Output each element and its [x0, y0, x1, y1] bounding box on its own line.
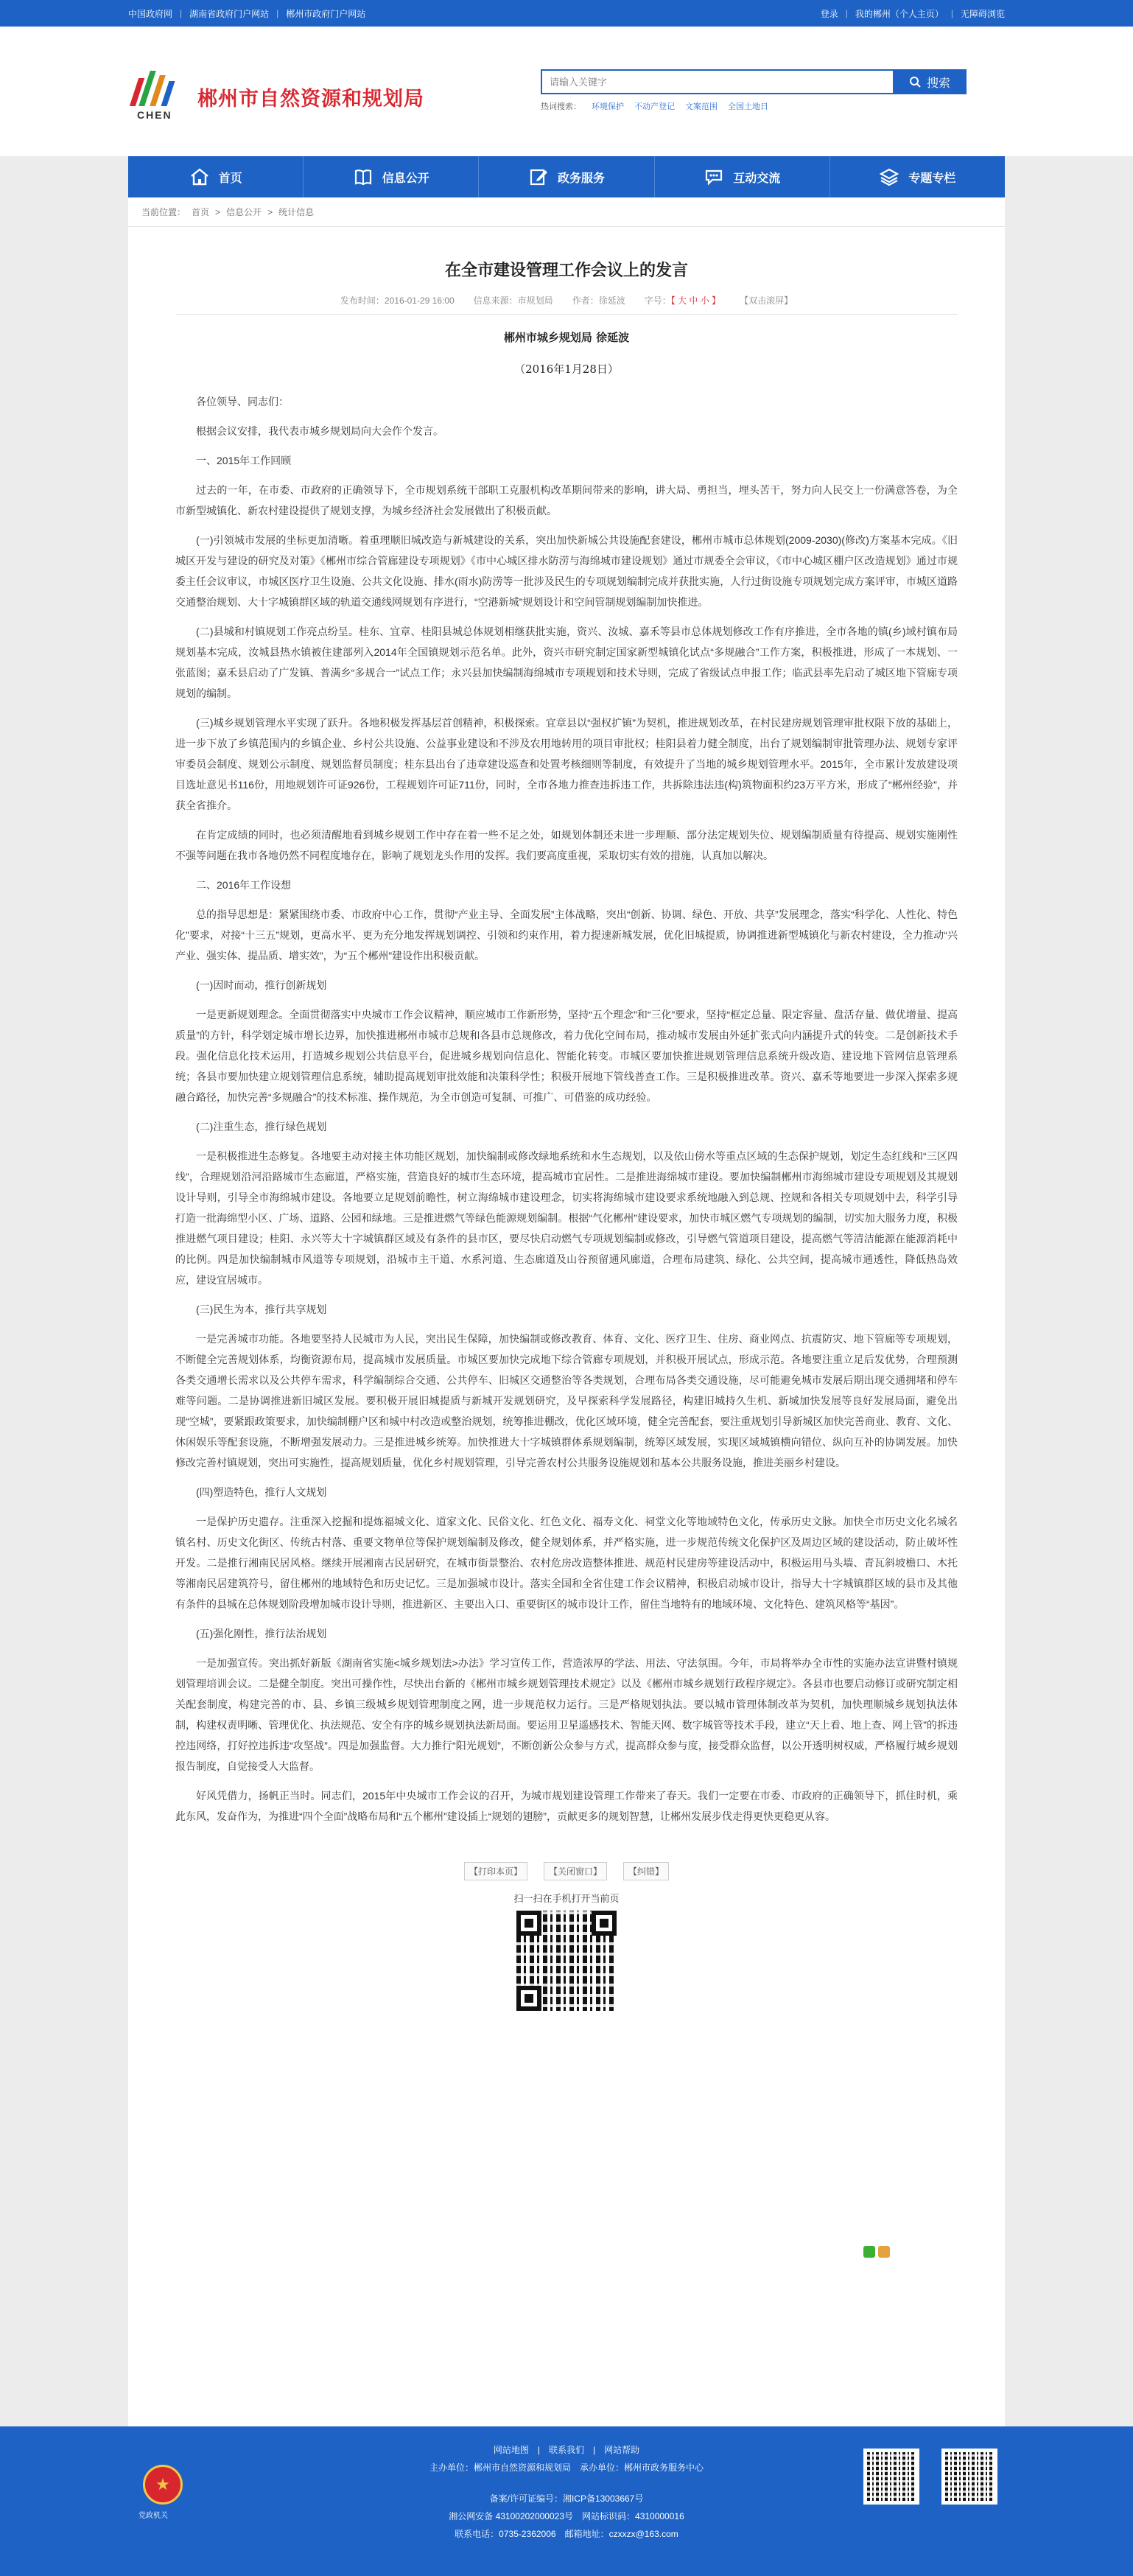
- link-hunan-gov[interactable]: 湖南省政府门户网站: [189, 8, 270, 19]
- main-nav: [128, 156, 1005, 197]
- content-card: [128, 197, 1005, 2480]
- weibo-qr-icon: [941, 2449, 997, 2505]
- chat-icon: [704, 167, 724, 187]
- site-header: [0, 27, 1133, 156]
- link-chenzhou-gov[interactable]: 郴州市政府门户网站: [286, 8, 366, 19]
- search-button-label: 搜索: [926, 77, 950, 90]
- search-input[interactable]: [541, 69, 893, 94]
- breadcrumb-label: 当前位置：: [141, 207, 186, 217]
- user-links: [821, 7, 1005, 20]
- hot-word[interactable]: 文案范围: [685, 102, 718, 111]
- nav-gov-service[interactable]: [479, 156, 654, 197]
- footer-police-row: [128, 2507, 1005, 2525]
- wechat-share-icon[interactable]: [863, 2246, 875, 2258]
- error-report-button[interactable]: 【纠错】: [623, 1862, 669, 1880]
- close-window-button[interactable]: 【关闭窗口】: [544, 1862, 607, 1880]
- separator: |: [845, 8, 848, 18]
- police-record[interactable]: 湘公网安备 43100202000023号: [449, 2511, 574, 2521]
- my-chenzhou-link[interactable]: 我的郴州（个人主页）: [855, 8, 944, 19]
- nav-home-label: 首页: [218, 172, 242, 185]
- section-heading: 一是保护历史遗存。注重深入挖掘和提炼福城文化、道家文化、民俗文化、红色文化、福寿文化、祠堂文化等地域特色文化，传承历史文脉。加快全市历史文化名城名镇名村、历史文化街区、传统古村落、重要文物单位等保护规划编制及修改，健全规划体系，并严格实施，进一步规范传统文化保护区及周边区域的建设活动，防止破坏性开发。二是推行湘南民居风格。继续开展湘南古民居研究，在城市街景整治、农村危房改造整体推进、规范村民建房等建设活动中，积极运用马头墙、青瓦斜坡檐口、木托等湘南民居建筑符号，留住郴州的地域特色和历史记忆。三是加强城市设计。落实全国和全省住建工作会议精神，积极启动城市设计，指导大十字城镇群区域的县市及其他有条件的县城在总体规划阶段增加城市设计导则，推进新区、主要出入口、重要街区的城市设计工作，留住当地特有的地域环境、文化特色、建筑风格等“基因”。: [175, 1516, 958, 1610]
- article-paragraph: 过去的一年，在市委、市政府的正确领导下，全市规划系统干部职工克服机构改革期间带来的影响，讲大局、勇担当，埋头苦干，努力向人民交上一份满意答卷，为全市新型城镇化、新农村建设提供了规划支撑，为城乡经济社会发展做出了积极贡献。: [175, 484, 958, 517]
- section-heading: 一是加强宣传。突出抓好新版《湖南省实施<城乡规划法>办法》学习宣传工作，营造浓厚的学法、用法、守法氛围。今年，市局将举办全市性的实施办法宣讲暨村镇规划管理培训会议。二是健全制度。突出可操作性，尽快出台新的《郴州市城乡规划管理技术规定》以及《郴州市城乡规划行政程序规定》。各县市也要启动修订或研究制定相关配套制度，构建完善的市、县、乡镇三级城乡规划管理制度之网，进一步规范权力运行。三是严格规划执法。要以城市管理体制改革为契机，加快理顺城乡规划执法体制，构建权责明晰、管理优化、执法规范、安全有序的城乡规划执法新局面。要运用卫星遥感技术、智能天网、数字城管等技术手段，建立“天上看、地上查、网上管”的拆违控违网络，打好控违拆违“攻坚战”。四是加强监督。大力推行“阳光规划”，不断创新公众参与方式，提高群众参与度，接受群众监督，以公开透明树权威，严格履行城乡规划报告制度，自觉接受人大监督。: [175, 1657, 958, 1772]
- section-heading: 一是完善城市功能。各地要坚持人民城市为人民，突出民生保障，加快编制或修改教育、体育、文化、医疗卫生、住房、商业网点、抗震防灾、地下管廊等专项规划，不断健全完善规划体系，均衡资源布局，提高城市发展质量。市城区要加快完成地下综合管廊专项规划，并积极开展试点，形成示范。各地要注重立足后发优势，合理预测各类交通增长需求以及公共停车需求，科学编制综合交通、公共停车、旧城区交通整治等各类规划，合理布局各类交通设施，尽可能避免城市发展后期出现交通拥堵和停车难等问题。二是协调推进新旧城区发展。要积极开展旧城提质与新城开发规划研究，及早探索科学发展路径，构建旧城持久生机、新城加快发展等良好发展局面，避免出现“空城”，要紧跟政策要求，加快编制棚户区和城中村改造或整治规划，统筹推进棚改，优化区域环境，健全完善配套，要注重规划引导新城区加快完善商业、教育、文化、休闲娱乐等配套设施，不断增强发展动力。三是推进城乡统筹。加快推进大十字城镇群体系规划编制，统筹区域发展，实现区域城镇横向错位、纵向互补的协调发展。加快修改完善村镇规划，突出可实施性，提高规划质量，优化乡村规划管理，引导完善农村公共服务设施规划和基本公共服务设施，推进美丽乡村建设。: [175, 1333, 958, 1469]
- site-title: 郴州市自然资源和规划局: [197, 87, 424, 110]
- separator: |: [276, 8, 279, 18]
- article-paragraph: 在肯定成绩的同时，也必须清醒地看到城乡规划工作中存在着一些不足之处，如规划体制还未进一步理顺、部分法定规划失位、规划编制质量有待提高、规划实施刚性不强等问题在我市各地仍然不同程度地存在，影响了规划龙头作用的发挥。我们要高度重视，采取切实有效的措施，认真加以解决。: [175, 829, 958, 861]
- separator: |: [593, 2445, 596, 2455]
- login-link[interactable]: 登录: [820, 8, 838, 19]
- font-size-options[interactable]: 【 大 中 小 】: [670, 295, 721, 306]
- nav-info-public[interactable]: [304, 156, 479, 197]
- accessibility-link[interactable]: 无障碍浏览: [960, 8, 1005, 19]
- nav-topics-label: 专题专栏: [908, 172, 956, 185]
- nav-topics[interactable]: [830, 156, 1005, 197]
- layers-icon: [879, 167, 899, 187]
- nav-interaction[interactable]: [655, 156, 830, 197]
- speaker-line: 郴州市城乡规划局 徐延波: [503, 331, 630, 344]
- nav-home[interactable]: [128, 156, 304, 197]
- search-icon: [909, 76, 921, 88]
- weibo-share-icon[interactable]: [878, 2246, 890, 2258]
- article-paragraph: (三)城乡规划管理水平实现了跃升。各地积极发挥基层首创精神，积极探索。宜章县以“强权扩镇”为契机，推进规划改革，在村民建房规划管理审批权限下放的基础上，进一步下放了乡镇范围内的乡镇企业、乡村公共设施、公益事业建设和不涉及农用地转用的项目审批权；桂阳县着力健全制度，出台了规划编制审批管理办法、规划专家评审委员会制度、规划公示制度、规划监督员制度；桂东县出台了违章建设巡查和处置考核细则等制度，有效提升了当地的城乡规划管理水平。2015年，全市累计发放建设项目选址意见书116份，用地规划许可证926份，工程规划许可证711份，同时，全市各地力推查违拆违工作，共拆除违法违(构)筑物面积约23万平方米，形成了“郴州经验”，并获全省推介。: [175, 717, 958, 811]
- qr-code-icon: [516, 1911, 617, 2011]
- print-button[interactable]: 【打印本页】: [464, 1862, 527, 1880]
- publish-date: 发布时间：2016-01-29 16:00: [340, 295, 455, 306]
- hot-words-label: 热词搜索：: [541, 102, 581, 111]
- article-paragraph: 根据会议安排，我代表市城乡规划局向大会作个发言。: [196, 425, 443, 437]
- party-gov-emblem-icon[interactable]: ★: [143, 2465, 183, 2505]
- breadcrumb-info-public[interactable]: 信息公开: [226, 207, 262, 217]
- nav-interaction-label: 互动交流: [733, 172, 781, 185]
- article-paragraph: (一)因时而动，推行创新规划: [196, 979, 327, 991]
- share-icons: [863, 2246, 890, 2258]
- book-icon: [353, 167, 373, 187]
- wechat-qr-icon: [863, 2449, 919, 2505]
- article-paragraph: (二)注重生态，推行绿色规划: [196, 1121, 327, 1133]
- home-icon: [189, 167, 210, 187]
- author: 作者：徐延波: [572, 295, 625, 306]
- article-paragraph: (四)塑造特色，推行人文规划: [196, 1486, 327, 1498]
- nav-info-public-label: 信息公开: [382, 172, 429, 185]
- article-paragraph: (五)强化刚性，推行法治规划: [196, 1628, 327, 1639]
- footer-qr-codes: [863, 2449, 997, 2505]
- nav-gov-service-label: 政务服务: [558, 172, 606, 185]
- edit-icon: [528, 167, 549, 187]
- qr-caption: 扫一扫在手机打开当前页: [513, 1893, 620, 1904]
- search-area: [541, 69, 967, 112]
- article-tools: [128, 1862, 1005, 1880]
- article-paragraph: 各位领导、同志们：: [196, 396, 289, 407]
- breadcrumb-separator: >: [215, 206, 221, 217]
- article-paragraph: (三)民生为本，推行共享规划: [196, 1303, 327, 1315]
- site-logo[interactable]: [128, 68, 424, 125]
- separator: |: [950, 8, 953, 18]
- contact-link[interactable]: 联系我们: [548, 2445, 584, 2455]
- site-code: 网站标识码：4310000016: [582, 2511, 684, 2521]
- breadcrumb: [128, 197, 1005, 227]
- separator: |: [180, 8, 183, 18]
- gov-links: [128, 7, 365, 20]
- article: [175, 258, 958, 1827]
- article-title: 在全市建设管理工作会议上的发言: [444, 261, 688, 279]
- article-paragraph: (二)县城和村镇规划工作亮点纷呈。桂东、宜章、桂阳县城总体规划相继获批实施，资兴、汝城、嘉禾等县市总体规划修改工作有序推进，全市各地的镇(乡)域村镇布局规划基本完成，汝城县热水镇被住建部列入2014年全国镇规划示范名单。此外，资兴市研究制定国家新型城镇化试点“多规融合”工作方案，积极推进，形成了一本规划、一张蓝图；嘉禾县启动了广发镇、普满乡“多规合一”试点工作；永兴县加快编制海绵城市专项规划和技术导则，完成了省级试点申报工作；临武县率先启动了城区地下管廊专项规划的编制。: [175, 626, 958, 699]
- breadcrumb-statistics[interactable]: 统计信息: [278, 207, 315, 217]
- help-link[interactable]: 网站帮助: [604, 2445, 640, 2455]
- top-bar: [0, 0, 1133, 27]
- section-heading: 一、2015年工作回顾: [196, 455, 292, 466]
- separator: |: [537, 2445, 540, 2455]
- sponsor: 主办单位：郴州市自然资源和规划局: [429, 2463, 571, 2473]
- article-body: [175, 391, 958, 1827]
- mobile-qr-area: [128, 1891, 1005, 2011]
- hot-words: [541, 100, 967, 112]
- operator: 承办单位：郴州市政务服务中心: [580, 2463, 704, 2473]
- font-size-label: 字号：: [644, 295, 671, 306]
- article-paragraph: 好风凭借力，扬帆正当时。同志们，2015年中央城市工作会议的召开，为城市规划建设管理工作带来了春天。我们一定要在市委、市政府的正确领导下，抓住时机，乘此东风，发奋作为，为推进“四个全面”战略布局和“五个郴州”建设插上“规划的翅膀”，贡献更多的规划智慧，让郴州发展步伐走得更快更稳更从容。: [175, 1790, 958, 1822]
- article-paragraph: (一)引领城市发展的坐标更加清晰。着重理顺旧城改造与新城建设的关系，突出加快新城公共设施配套建设，郴州市城市总体规划(2009-2030)(修改)方案基本完成。《旧城区开发与建设的研究及对策》《郴州市综合管廊建设专项规划》《市中心城区排水防涝与海绵城市建设规划》通过市规委全会审议，《市中心城区棚户区改造规划》通过市规委主任会议审议，市城区医疗卫生设施、公共文化设施、排水(雨水)防涝等一批涉及民生的专项规划编制完成并获批实施，人行过街设施专项规划完成方案评审，市城区道路交通整治规划、大十字城镇群区域的轨道交通线网规划有序进行，“空港新城”规划设计和空间管制规划编制加快推进。: [175, 534, 958, 608]
- section-heading: 一是积极推进生态修复。各地要主动对接主体功能区规划，加快编制或修改绿地系统和水生态规划，以及依山傍水等重点区域的生态保护规划，划定生态红线和“三区四线”，合理规划沿河沿路城市生态廊道，严格实施，营造良好的城市生态环境，提高城市宜居性。二是推进海绵城市建设。要加快编制郴州市海绵城市建设专项规划及其规划设计导则，引导全市海绵城市建设。各地要立足规划前瞻性，树立海绵城市建设理念，切实将海绵城市建设要求系统地融入到总规、控规和各相关专项规划中去，科学引导打造一批海绵型小区、广场、道路、公园和绿地。三是推进燃气等绿色能源规划编制。根据“气化郴州”建设要求，加快市城区燃气专项规划的编制，切实加大服务力度，积极推进燃气项目建设；桂阳、永兴等大十字城镇群区域及有条件的县市区，要尽快启动燃气专项规划编制或修改，引导燃气管道项目建设，提高燃气等清洁能源在能源消耗中的比例。四是加快编制城市风道等专项规划，沿城市主干道、水系河道、生态廊道及山谷预留通风廊道，合理布局建筑、绿化、公共空间，提高城市通透性，降低热岛效应，建设宜居城市。: [175, 1150, 958, 1286]
- article-paragraph: 二、2016年工作设想: [196, 879, 292, 891]
- logo-mark-icon: [128, 68, 187, 125]
- phone: 联系电话：0735-2362006: [455, 2529, 556, 2539]
- font-size-control: [645, 294, 720, 307]
- site-footer: [0, 2426, 1133, 2576]
- link-gov-cn[interactable]: 中国政府网: [128, 8, 173, 19]
- auto-scroll-toggle[interactable]: 【双击滚屏】: [740, 295, 793, 306]
- info-source: 信息来源：市规划局: [473, 295, 553, 306]
- speech-date: （2016年1月28日）: [514, 363, 619, 376]
- section-heading: 一是更新规划理念。全面贯彻落实中央城市工作会议精神，顺应城市工作新形势，坚持“五个理念”和“三化”要求，坚持“框定总量、限定容量、盘活存量、做优增量、提高质量”的方针，科学划定城市增长边界，加快推进郴州市城市总规和各县市总规修改，着力优化空间布局，推动城市发展由外延扩张式向内涵提升式的转变。二是创新技术手段。强化信息化技术运用，打造城乡规划公共信息平台，促进城乡规划向信息化、智能化转变。市城区要加快推进规划管理信息系统升级改造、建设地下管网信息管理系统；各县市要加快建立规划管理信息系统，辅助提高规划审批效能和决策科学性；积极开展地下管线普查工作。三是积极推进改革。资兴、嘉禾等地要进一步深入探索多规融合路径，加快完善“多规融合”的技术标准、操作规范，为全市创造可复制、可推广、可借鉴的成功经验。: [175, 1009, 958, 1103]
- icp-number[interactable]: 备案/许可证编号：湘ICP备13003667号: [489, 2493, 644, 2504]
- email: 邮箱地址：czxxzx@163.com: [564, 2529, 678, 2539]
- article-meta: [175, 294, 958, 315]
- breadcrumb-separator: >: [267, 206, 273, 217]
- section-heading: 总的指导思想是：紧紧围绕市委、市政府中心工作，贯彻“产业主导、全面发展”主体战略，突出“创新、协调、绿色、开放、共享”发展理念，落实“科学化、人性化、特色化”要求，对接“十三五”规划，更高水平、更为充分地发挥规划调控、引领和约束作用，着力提速新城发展，优化旧城提质，协调推进新型城镇化与新农村建设，全力推动“兴产业、强实体、提品质、增实效”，为“五个郴州”建设作出积极贡献。: [175, 909, 958, 962]
- hot-word[interactable]: 不动产登记: [634, 102, 675, 111]
- hot-word[interactable]: 全国土地日: [728, 102, 768, 111]
- breadcrumb-home[interactable]: 首页: [192, 207, 210, 217]
- sitemap-link[interactable]: 网站地图: [493, 2445, 529, 2455]
- search-button[interactable]: [893, 69, 967, 94]
- hot-word[interactable]: 环境保护: [592, 102, 624, 111]
- footer-contact-row: [128, 2525, 1005, 2543]
- logo-text: CHEN: [137, 109, 172, 121]
- emblem-caption: 党政机关: [138, 2512, 168, 2520]
